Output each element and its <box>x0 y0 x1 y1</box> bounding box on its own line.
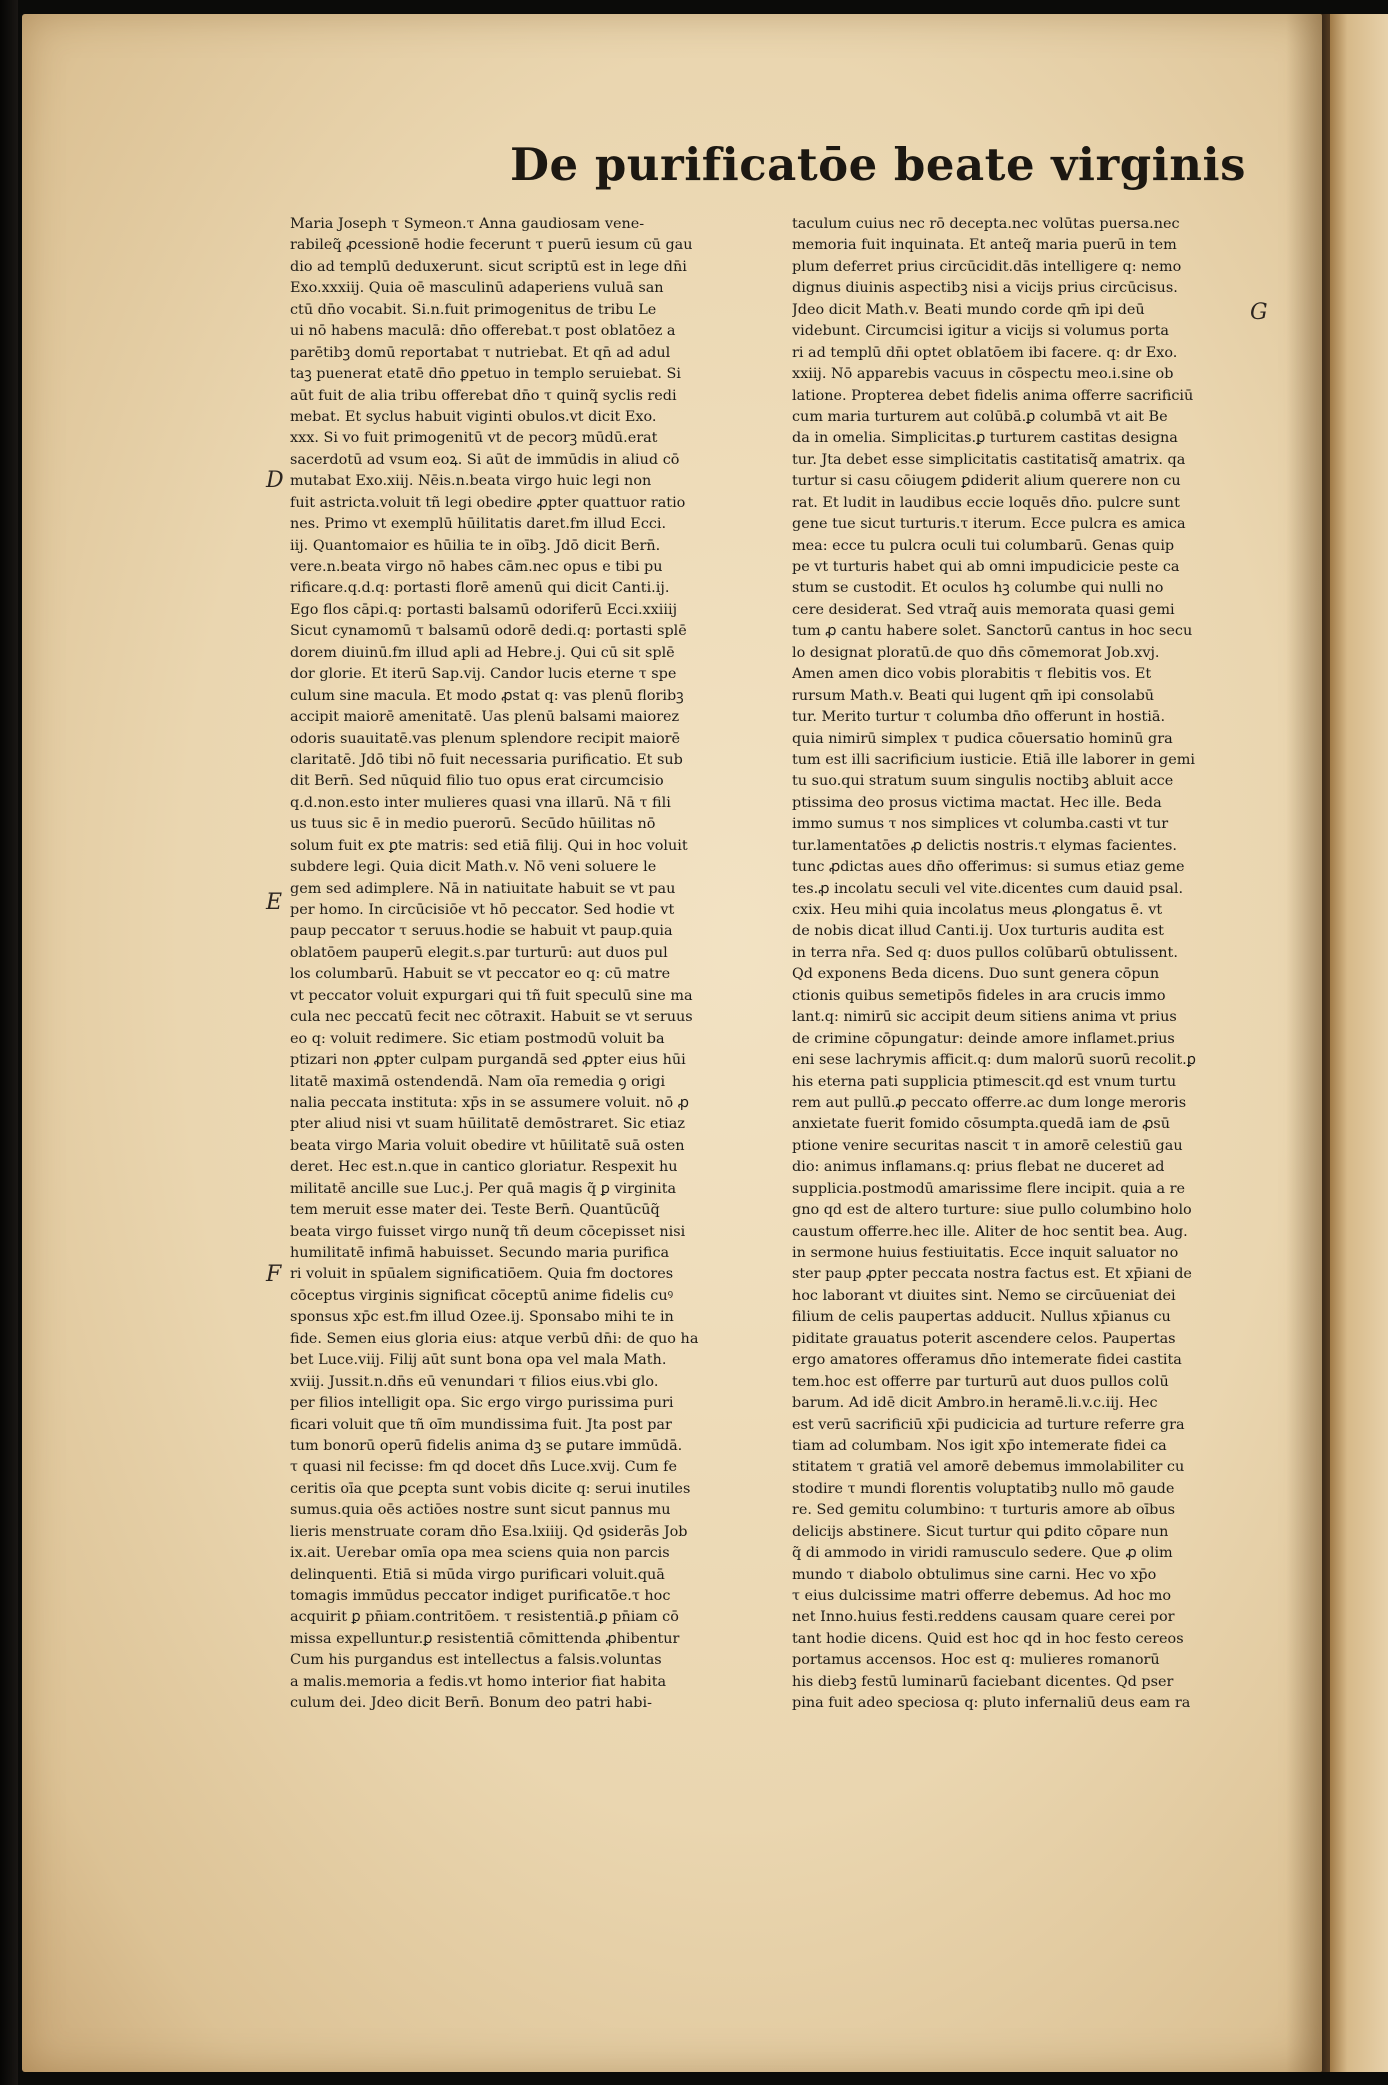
text-line: caustum offerre.hec ille. Aliter de hoc sentit bea. Aug. <box>792 1223 1188 1240</box>
text-line: ri voluit in spūalem significatiōem. Quia fm doctores <box>290 1266 674 1283</box>
text-line: lant.q: nimirū sic accipit deum sitiens anima vt prius <box>792 1009 1177 1026</box>
text-line: per homo. In circūcisiōe vt hō peccator. Sed hodie vt <box>290 902 675 918</box>
text-line: dit Bern̄. Sed nūquid filio tuo opus erat circumcisio <box>290 773 664 790</box>
text-line: delicijs abstinere. Sicut turtur qui ꝑdito cōpare nun <box>792 1523 1169 1540</box>
text-line: τ eius dulcissime matri offerre debemus. Ad hoc mo <box>792 1588 1172 1604</box>
text-line: turtur si casu cōiugem ꝑdiderit alium querere non cu <box>792 473 1181 490</box>
page-header: De purificatōe beate virginis <box>510 138 1246 191</box>
text-line: tunc ꝓdictas aues dn̄o offerimus: si sumus etiaz geme <box>792 859 1185 876</box>
text-line: ctū dn̄o vocabit. Si.n.fuit primogenitus de tribu Le <box>290 301 657 318</box>
text-line: xxiij. Nō apparebis vacuus in cōspectu meo.i.sine ob <box>792 366 1174 383</box>
text-line: tur. Merito turtur τ columba dn̄o offerunt in hostiā. <box>792 709 1166 726</box>
text-line: rem aut pullū.ꝓ peccato offerre.ac dum longe meroris <box>792 1094 1187 1111</box>
text-line: solum fuit ex ꝑte matris: sed etiā filij. Qui in hoc voluit <box>290 837 688 854</box>
text-line: culum dei. Jdeo dicit Bern̄. Bonum deo patri habi- <box>290 1695 652 1712</box>
text-line: hoc laborant vt diuites sint. Nemo se circūueniat dei <box>792 1287 1176 1304</box>
text-line: de nobis dicat illud Canti.ij. Uox turturis audita est <box>792 923 1164 940</box>
text-line: mebat. Et syclus habuit viginti obulos.vt dicit Exo. <box>290 408 657 425</box>
text-line: Amen amen dico vobis plorabitis τ flebitis vos. Et <box>792 666 1152 683</box>
text-line: pter aliud nisi vt suam hūilitatē demōstraret. Sic etiaz <box>290 1116 685 1133</box>
text-line: in sermone huius festiuitatis. Ecce inquit saluator no <box>792 1245 1179 1261</box>
text-line: beata virgo Maria voluit obedire vt hūilitatē suā osten <box>290 1137 685 1154</box>
right-text-column <box>792 214 1267 1715</box>
text-line: ui nō habens maculā: dn̄o offerebat.τ post oblatōez a <box>290 323 676 340</box>
text-line: iij. Quantomaior es hūilia te in oībꝫ. Jdō dicit Bern̄. <box>290 537 661 554</box>
text-line: immo sumus τ nos simplices vt columba.casti vt tur <box>792 816 1169 833</box>
text-line: sponsus xp̄c est.fm illud Ozee.ij. Sponsabo mihi te in <box>290 1309 674 1326</box>
text-line: tur.lamentatōes ꝓ delictis nostris.τ elymas facientes. <box>792 837 1177 854</box>
text-line: ptione venire securitas nascit τ in amorē celestiū gau <box>792 1137 1183 1154</box>
text-line: fuit astricta.voluit tñ legi obedire ꝓpter quattuor ratio <box>290 494 686 511</box>
text-line: eni sese lachrymis afficit.q: dum malorū suorū recolit.ꝑ <box>792 1052 1196 1069</box>
text-line: taculum cuius nec rō decepta.nec volūtas puersa.nec <box>792 216 1180 232</box>
text-line: litatē maximā ostendendā. Nam oīa remedia ꝯ origi <box>290 1073 666 1090</box>
text-line: dio: animus inflamans.q: prius flebat ne duceret ad <box>792 1159 1165 1176</box>
text-line: odoris suauitatē.vas plenum splendore recipit maiorē <box>290 730 681 747</box>
text-line: τ quasi nil fecisse: fm qd docet dn̄s Luce.xvij. Cum fe <box>290 1459 677 1476</box>
text-line: ptissima deo prosus victima mactat. Hec ille. Beda <box>792 794 1162 811</box>
text-line: nes. Primo vt exemplū hūilitatis daret.fm illud Ecci. <box>290 516 667 533</box>
text-line: rabileq̃ ꝓcessionē hodie fecerunt τ puerū iesum cū gau <box>290 237 693 254</box>
text-line: cum maria turturem aut colūbā.ꝑ columbā vt ait Be <box>792 408 1168 425</box>
text-line: anxietate fuerit fomido cōsumpta.quedā iam de ꝓsū <box>792 1116 1170 1133</box>
text-line: barum. Ad idē dicit Ambro.in heramē.li.v.c.iij. Hec <box>792 1395 1158 1412</box>
page-gutter-shadow <box>1286 14 1322 2072</box>
text-line: filium de celis paupertas adducit. Nullus xp̄ianus cu <box>792 1309 1171 1326</box>
text-line: eo q: voluit redimere. Sic etiam postmodū voluit ba <box>290 1030 665 1047</box>
text-line: q̃ di ammodo in viridi ramusculo sedere. Que ꝓ olim <box>792 1545 1173 1562</box>
text-line: ster paup ꝓpter peccata nostra factus est. Et xp̄iani de <box>792 1266 1192 1283</box>
text-line: tiam ad columbam. Nos igit xp̄o intemerate fidei ca <box>792 1437 1167 1454</box>
text-line: pe vt turturis habet qui ab omni impudicicie peste ca <box>792 559 1180 575</box>
text-line: cōceptus virginis significat cōceptū anime fidelis cuꝰ <box>290 1287 674 1304</box>
text-line: fide. Semen eius gloria eius: atque verbū dn̄i: de quo ha <box>290 1330 699 1347</box>
text-line: dor glorie. Et iterū Sap.vij. Candor lucis eterne τ spe <box>290 666 677 683</box>
text-line: in terra nr̄a. Sed q: duos pullos colūbarū obtulissent. <box>792 944 1178 961</box>
text-line: Sicut cynamomū τ balsamū odorē dedi.q: portasti splē <box>290 623 687 640</box>
left-book-edge <box>0 0 18 2085</box>
text-line: oblatōem pauperū elegit.s.par turturū: aut duos pul <box>290 944 668 961</box>
text-line: taꝫ puenerat etatē dn̄o ꝑpetuo in templo seruiebat. Si <box>290 366 682 383</box>
text-line: tur. Jta debet esse simplicitatis castitatisq̃ amatrix. qa <box>792 451 1186 468</box>
text-line: stitatem τ gratiā vel amorē debemus immolabiliter cu <box>792 1459 1185 1476</box>
text-line: lieris menstruate coram dn̄o Esa.lxiiij. Qd ꝯsiderās Job <box>290 1523 688 1540</box>
text-line: ergo amatores offeramus dn̄o intemerate fidei castita <box>792 1352 1182 1369</box>
margin-letter-e: E <box>266 890 283 915</box>
text-line: tem.hoc est offerre par turturū aut duos pullos colū <box>792 1373 1169 1390</box>
text-line: memoria fuit inquinata. Et anteq̃ maria puerū in tem <box>792 237 1177 254</box>
text-line: da in omelia. Simplicitas.ꝑ turturem castitas designa <box>792 430 1178 447</box>
text-line: ctionis quibus semetipōs fideles in ara crucis immo <box>792 987 1166 1004</box>
text-line: delinquenti. Etiā si mūda virgo purificari voluit.quā <box>290 1566 665 1583</box>
text-line: per filios intelligit opa. Sic ergo virgo purissima puri <box>290 1395 674 1412</box>
facing-page-edge <box>1330 14 1388 2072</box>
text-line: aūt fuit de alia tribu offerebat dn̄o τ quinq̃ syclis redi <box>290 387 677 404</box>
text-line: gene tue sicut turturis.τ iterum. Ecce pulcra es amica <box>792 516 1186 533</box>
text-line: mutabat Exo.xiij. Nēis.n.beata virgo huic legi non <box>290 473 652 490</box>
text-line: cxix. Heu mihi quia incolatus meus ꝓlongatus ē. vt <box>792 902 1163 918</box>
text-line: paup peccator τ seruus.hodie se habuit vt paup.quia <box>290 923 673 940</box>
text-line: piditate grauatus poterit ascendere celos. Paupertas <box>792 1330 1176 1347</box>
text-line: beata virgo fuisset virgo nunq̃ tñ deum cōcepisset nisi <box>290 1223 686 1240</box>
text-line: accipit maiorē amenitatē. Uas plenū balsami maiorez <box>290 709 680 726</box>
text-line: nalia peccata instituta: xp̄s in se assumere voluit. nō ꝓ <box>290 1094 689 1111</box>
text-line: portamus accensos. Hoc est q: mulieres romanorū <box>792 1652 1160 1669</box>
text-line: tant hodie dicens. Quid est hoc qd in hoc festo cereos <box>792 1630 1184 1647</box>
left-text-column <box>290 214 758 1715</box>
text-line: Ego flos cāpi.q: portasti balsamū odoriferū Ecci.xxiiij <box>290 601 678 618</box>
text-line: xxx. Si vo fuit primogenitū vt de pecorꝫ mūdū.erat <box>290 430 658 447</box>
text-line: stum se custodit. Et oculos hꝫ columbe qui nulli no <box>792 580 1164 597</box>
text-line: tomagis immūdus peccator indiget purificatōe.τ hoc <box>290 1588 671 1604</box>
text-line: acquirit ꝑ pn̄iam.contritōem. τ resistentiā.ꝑ pn̄iam cō <box>290 1609 679 1626</box>
text-line: rat. Et ludit in laudibus eccie loquēs dn̄o. pulcre sunt <box>792 494 1180 511</box>
text-line: gno qd est de altero turture: siue pullo columbino holo <box>792 1202 1192 1219</box>
text-line: net Inno.huius festi.reddens causam quare cerei por <box>792 1609 1175 1626</box>
text-line: tum est illi sacrificium iusticie. Etiā ille laborer in gemi <box>792 751 1196 768</box>
text-line: culum sine macula. Et modo ꝓstat q: vas plenū floribꝫ <box>290 687 684 704</box>
text-line: xviij. Jussit.n.dn̄s eū venundari τ filios eius.vbi glo. <box>290 1373 659 1390</box>
text-line: dignus diuinis aspectibꝫ nisi a vicijs prius circūcisus. <box>792 280 1178 297</box>
text-line: sumus.quia oēs actiōes nostre sunt sicut pannus mu <box>290 1502 671 1519</box>
text-line: gem sed adimplere. Nā in natiuitate habuit se vt pau <box>290 880 676 897</box>
text-line: ri ad templū dn̄i optet oblatōem ibi facere. q: dr Exo. <box>792 344 1178 361</box>
text-line: vere.n.beata virgo nō habes cām.nec opus e tibi pu <box>290 559 663 575</box>
text-line: supplicia.postmodū amarissime flere incipit. quia a re <box>792 1180 1186 1197</box>
text-line: videbunt. Circumcisi igitur a vicijs si volumus porta <box>792 323 1169 340</box>
text-line: lo designat ploratū.de quo dn̄s cōmemorat Job.xvj. <box>792 644 1160 661</box>
text-line: Maria Joseph τ Symeon.τ Anna gaudiosam vene- <box>290 216 645 232</box>
text-line: his diebꝫ festū luminarū faciebant dicentes. Qd pser <box>792 1673 1174 1690</box>
text-line: ix.ait. Uerebar omīa opa mea sciens quia non parcis <box>290 1545 670 1562</box>
text-line: ficari voluit que tñ oīm mundissima fuit. Jta post par <box>290 1416 672 1433</box>
text-line: sacerdotū ad vsum eoꝝ. Si aūt de immūdis in aliud cō <box>290 451 680 468</box>
text-line: plum deferret prius circūcidit.dās intelligere q: nemo <box>792 258 1182 275</box>
text-line: dio ad templū deduxerunt. sicut scriptū est in lege dn̄i <box>290 258 687 275</box>
text-line: parētibꝫ domū reportabat τ nutriebat. Et qn̄ ad adul <box>290 344 671 361</box>
margin-letter-f: F <box>266 1262 282 1287</box>
margin-letter-d: D <box>266 468 284 493</box>
text-line: tes.ꝓ incolatu seculi vel vite.dicentes cum dauid psal. <box>792 880 1184 897</box>
text-line: rificare.q.d.q: portasti florē amenū qui dicit Canti.ij. <box>290 580 670 597</box>
text-line: mea: ecce tu pulcra oculi tui columbarū. Genas quip <box>792 537 1175 554</box>
text-line: bet Luce.viij. Filij aūt sunt bona opa vel mala Math. <box>290 1352 667 1369</box>
text-line: tem meruit esse mater dei. Teste Bern̄. Quantūcūq̃ <box>290 1202 660 1219</box>
text-line: de crimine cōpungatur: deinde amore inflamet.prius <box>792 1030 1175 1047</box>
text-line: los columbarū. Habuit se vt peccator eo q: cū matre <box>290 966 671 983</box>
text-line: rursum Math.v. Beati qui lugent qm̄ ipi consolabū <box>792 687 1155 704</box>
text-line: latione. Propterea debet fidelis anima offerre sacrificiū <box>792 387 1194 404</box>
text-line: quia nimirū simplex τ pudica cōuersatio hominū gra <box>792 730 1173 747</box>
margin-letter-g: G <box>1250 300 1268 325</box>
text-line: stodire τ mundi florentis voluptatibꝫ nullo mō gaude <box>792 1480 1175 1497</box>
text-line: deret. Hec est.n.que in cantico gloriatur. Respexit hu <box>290 1159 678 1176</box>
text-line: tum ꝓ cantu habere solet. Sanctorū cantus in hoc secu <box>792 623 1193 640</box>
text-line: his eterna pati supplicia ptimescit.qd est vnum turtu <box>792 1073 1177 1090</box>
text-line: Jdeo dicit Math.v. Beati mundo corde qm̄ ipi deū <box>792 301 1145 318</box>
text-line: est verū sacrificiū xp̄i pudicicia ad turture referre gra <box>792 1416 1185 1433</box>
text-line: us tuus sic ē in medio puerorū. Secūdo hūilitas nō <box>290 816 656 833</box>
text-line: ceritis oīa que ꝑcepta sunt vobis dicite q: serui inutiles <box>290 1480 691 1497</box>
text-line: cere desiderat. Sed vtraq̃ auis memorata quasi gemi <box>792 601 1175 618</box>
text-line: cula nec peccatū fecit nec cōtraxit. Habuit se vt seruus <box>290 1009 693 1026</box>
text-line: vt peccator voluit expurgari qui tñ fuit speculū sine ma <box>290 987 693 1004</box>
text-line: mundo τ diabolo obtulimus sine carni. Hec vo xp̄o <box>792 1566 1157 1583</box>
text-line: tum bonorū operū fidelis anima dꝫ se ꝑutare immūdā. <box>290 1437 683 1454</box>
text-line: tu suo.qui stratum suum singulis noctibꝫ abluit acce <box>792 773 1174 790</box>
text-line: pina fuit adeo speciosa q: pluto infernaliū deus eam ra <box>792 1695 1191 1712</box>
text-line: a malis.memoria a fedis.vt homo interior fiat habita <box>290 1673 667 1690</box>
text-line: claritatē. Jdō tibi nō fuit necessaria purificatio. Et sub <box>290 751 683 768</box>
text-line: Exo.xxxiij. Quia oē masculinū adaperiens vuluā san <box>290 280 664 297</box>
text-line: q.d.non.esto inter mulieres quasi vna illarū. Nā τ fili <box>290 794 671 811</box>
text-line: ptizari non ꝓpter culpam purgandā sed ꝓpter eius hūi <box>290 1052 686 1069</box>
text-line: Cum his purgandus est intellectus a falsis.voluntas <box>290 1652 662 1669</box>
text-line: missa expelluntur.ꝑ resistentiā cōmittenda ꝓhibentur <box>290 1630 680 1647</box>
text-line: dorem diuinū.fm illud apli ad Hebre.j. Qui cū sit splē <box>290 644 675 661</box>
text-line: Qd exponens Beda dicens. Duo sunt genera cōpun <box>792 966 1160 983</box>
text-line: subdere legi. Quia dicit Math.v. Nō veni soluere le <box>290 859 657 876</box>
text-line: humilitatē infimā habuisset. Secundo maria purifica <box>290 1245 670 1261</box>
text-line: militatē ancille sue Luc.j. Per quā magis q̃ ꝑ virginita <box>290 1180 677 1197</box>
text-line: re. Sed gemitu columbino: τ turturis amore ab oībus <box>792 1502 1176 1519</box>
